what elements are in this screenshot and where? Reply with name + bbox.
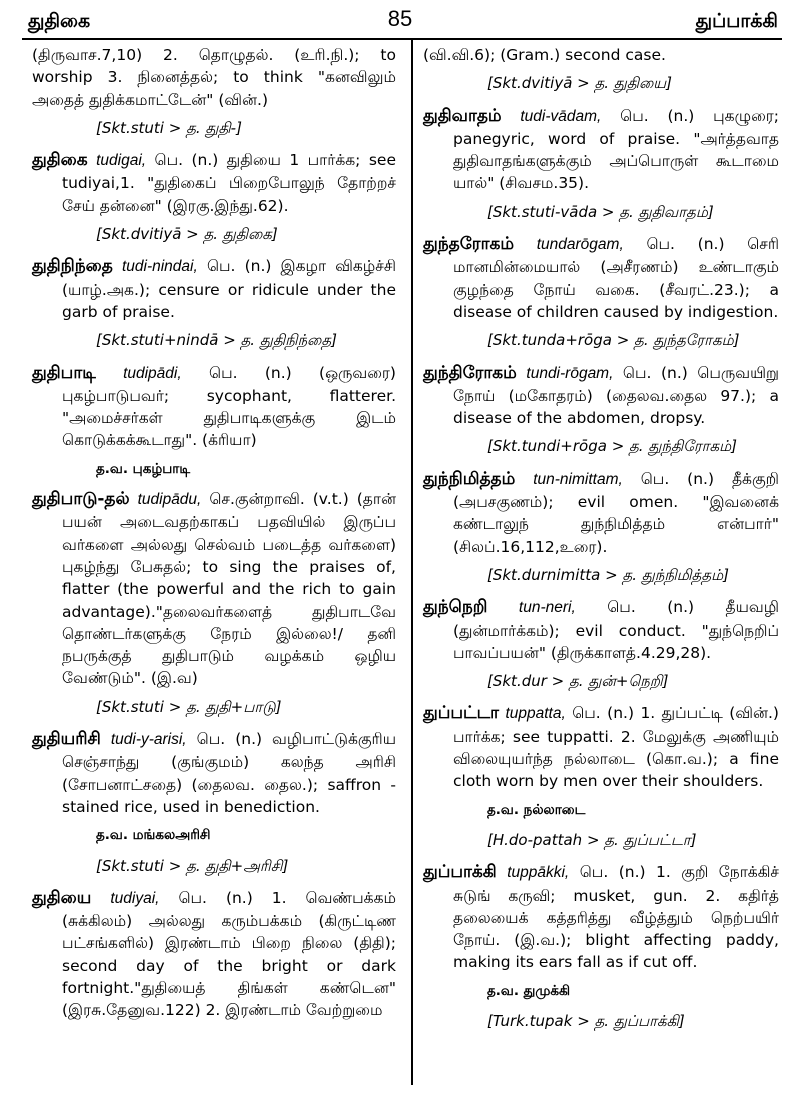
header-left-word: துதிகை bbox=[28, 10, 91, 32]
header-rule bbox=[22, 38, 782, 40]
etymology-line: [Skt.stuti-vāda > த. துதிவாதம்] bbox=[487, 202, 714, 221]
entry-definition: பெ. (n.) வழிபாட்டுக்குரிய செஞ்சாந்து (குங்குமம்) கலந்த அரிசி (சோபனாட்சதை) (தைலவ. தைல.); saffron - stained rice, used in benediction. bbox=[62, 730, 396, 816]
entry-transliteration: tudigai, bbox=[96, 152, 147, 170]
entry-transliteration: tudipādu, bbox=[137, 491, 202, 509]
header-right-word: துப்பாக்கி bbox=[695, 10, 778, 32]
column-divider bbox=[411, 40, 413, 1085]
entry-transliteration: tundi-rōgam, bbox=[526, 364, 614, 382]
entry-transliteration: tudi-nindai, bbox=[121, 258, 198, 276]
entry-transliteration: tudi-vādam, bbox=[520, 107, 602, 125]
entry-headword: துந்நெறி bbox=[423, 597, 488, 618]
entry-headword: துதிவாதம் bbox=[423, 105, 502, 126]
entry-transliteration: tun-nimittam, bbox=[533, 470, 623, 488]
dictionary-entry bbox=[32, 488, 396, 690]
entry-headword: துப்பட்டா bbox=[423, 703, 499, 724]
entry-definition: பெ. (n.) செரி மானமின்மையால் (அசீரணம்) உண்டாகும் குழந்தை நோய் வகை. (சீவரட்.23.); a disease of children caused by indigestion. bbox=[453, 235, 780, 321]
dictionary-entry bbox=[423, 233, 779, 323]
entry-transliteration: tun-neri, bbox=[518, 599, 576, 617]
entry-headword: துதியரிசி bbox=[32, 729, 101, 750]
entry-headword: துதியை bbox=[32, 887, 92, 908]
dictionary-entry bbox=[423, 702, 779, 792]
entry-definition: பெ. (n.) (ஒருவரை) புகழ்பாடுபவர்; sycophant, flatterer. "அமைச்சர்கள் துதிபாடிகளுக்கு இடம் கொடுக்கக்கூடாது". (க்ரியா) bbox=[62, 363, 396, 450]
entry-headword: துதிகை bbox=[32, 150, 88, 171]
etymology-line: [Skt.dur > த. துன்+நெறி] bbox=[487, 672, 669, 691]
entry-definition: பெ. (n.) தீக்குறி (அபசகுணம்); evil omen. "இவனைக் கண்டாலுந் துந்நிமித்தம் என்பார்" (சிலப்.16,112,உரை). bbox=[453, 469, 779, 556]
entry-definition: பெ. (n.) 1. குறி நோக்கிச் சுடுங் கருவி; musket, gun. 2. கதிர்த் தலையைக் கத்தரித்து வீழ்த்தும் நெற்பயிர் நோய். (இ.வ.); blight affecting paddy, making its ears fall as if cut off. bbox=[453, 863, 779, 972]
etymology-line: [Turk.tupak > த. துப்பாக்கி] bbox=[487, 1011, 685, 1030]
dictionary-entry bbox=[32, 362, 396, 452]
entry-headword: துதிபாடு-தல் bbox=[32, 489, 130, 510]
tamil-equivalent-line: த.வ. புகழ்பாடி bbox=[96, 460, 191, 477]
etymology-line: [Skt.durnimitta > த. துந்நிமித்தம்] bbox=[487, 565, 730, 584]
etymology-line: [Skt.dvitiyā > த. துதிகை] bbox=[96, 225, 278, 244]
entry-transliteration: tudi-y-arisi, bbox=[110, 731, 187, 749]
etymology-line: [H.do-pattah > த. துப்பட்டா] bbox=[487, 830, 697, 849]
dictionary-entry bbox=[32, 149, 396, 217]
entry-definition: பெ. (n.) தீயவழி (துன்மார்க்கம்); evil conduct. "துந்நெறிப் பாவப்பயன்" (திருக்காளத்.4.29,28). bbox=[453, 598, 779, 662]
etymology-line: [Skt.tundi+rōga > த. துந்திரோகம்] bbox=[487, 437, 738, 456]
etymology-line: [Skt.stuti > த. துதி+அரிசி] bbox=[96, 856, 289, 875]
entry-definition: பெ. (n.) துதியை 1 பார்க்க; see tudiyai,1. "துதிகைப் பிறைபோலுந் தோற்றச் சேய் தன்னை" (இரகு.இந்து.62). bbox=[62, 151, 396, 215]
dictionary-entry bbox=[423, 861, 779, 973]
entry-transliteration: tudiyai, bbox=[110, 889, 160, 907]
dictionary-entry bbox=[423, 468, 779, 558]
entry-headword: துதிபாடி bbox=[32, 362, 96, 383]
entry-continuation: (திருவாச.7,10) 2. தொழுதல். (உரி.நி.); to worship 3. நினைத்தல்; to think "கனவிலும் அதைத் துதிக்கமாட்டேன்" (வின்.) bbox=[32, 46, 396, 109]
dictionary-entry bbox=[32, 887, 396, 1022]
entry-definition: பெ. (n.) பெருவயிறு நோய் (மகோதரம்) (தைலவ.தைல 97.); a disease of the abdomen, dropsy. bbox=[453, 363, 779, 428]
etymology-line: [Skt.tunda+rōga > த. துந்தரோகம்] bbox=[487, 331, 740, 350]
dictionary-entry bbox=[423, 596, 779, 664]
dictionary-entry bbox=[32, 728, 396, 818]
entry-transliteration: tuppatta, bbox=[505, 705, 566, 723]
entry-definition: பெ. (n.) 1. வெண்பக்கம் (சுக்கிலம்) அல்லது கரும்பக்கம் (கிருட்டிண பட்சங்களில்) இரண்டாம் பிறை நிலை (திதி); second day of the bright or dark fortnight."துதியைத் திங்கள் கண்டென" (இரசு.தேனுவ.122) 2. இரண்டாம் வேற்றுமை bbox=[62, 888, 396, 1020]
dictionary-entry bbox=[32, 255, 396, 323]
entry-headword: துதிநிந்தை bbox=[32, 256, 113, 277]
entry-definition: பெ. (n.) இகழா விகழ்ச்சி (யாழ்.அக.); censure or ridicule under the garb of praise. bbox=[62, 257, 396, 321]
entry-definition: பெ. (n.) 1. துப்பட்டி (வின்.) பார்க்க; see tuppatti. 2. மேலுக்கு அணியும் விலையுயர்ந்த நல்லாடை (கொ.வ.); a fine cloth worn by men over their shoulders. bbox=[453, 704, 779, 791]
entry-transliteration: tudipādi, bbox=[123, 364, 182, 382]
entry-headword: துந்திரோகம் bbox=[423, 362, 517, 383]
etymology-line: [Skt.dvitiyā > த. துதியை] bbox=[487, 74, 673, 93]
left-column bbox=[32, 44, 396, 1028]
entry-transliteration: tuppākki, bbox=[507, 864, 570, 882]
etymology-line: [Skt.stuti+nindā > த. துதிநிந்தை] bbox=[96, 331, 337, 350]
entry-definition: பெ. (n.) புகழுரை; panegyric, word of praise. "அர்த்தவாத துதிவாதங்களுக்கும் அப்பொருள் கூடாமை யால்" (சிவசம.35). bbox=[453, 106, 779, 193]
entry-definition: செ.குன்றாவி. (v.t.) (தான் பயன் அடைவதற்காகப் பதவியில் இருப்ப வர்களை அல்லது செல்வம் படைத்த வர்களை) புகழ்ந்து பேசுதல்; to sing the praises of, flatter (the powerful and the rich to gain advantage)."தலைவர்களைத் துதிபாடவே தொண்டர்களுக்கு நேரம் இல்லை!/ தனி நபருக்குத் துதிபாடும் வழக்கம் ஒழிய வேண்டும்". (இ.வ) bbox=[62, 490, 396, 688]
entry-headword: துப்பாக்கி bbox=[423, 862, 497, 883]
entry-headword: துந்நிமித்தம் bbox=[423, 468, 516, 489]
dictionary-entry bbox=[423, 105, 779, 195]
tamil-equivalent-line: த.வ. துமுக்கி bbox=[487, 982, 571, 999]
dictionary-entry bbox=[423, 362, 779, 430]
tamil-equivalent-line: த.வ. மங்கலஅரிசி bbox=[96, 827, 211, 844]
right-column bbox=[423, 44, 779, 1042]
etymology-line: [Skt.stuti > த. துதி+பாடு] bbox=[96, 697, 282, 716]
entry-transliteration: tundarōgam, bbox=[536, 236, 624, 254]
etymology-line: [Skt.stuti > த. துதி-] bbox=[96, 118, 242, 137]
entry-headword: துந்தரோகம் bbox=[423, 234, 515, 255]
entry-continuation: (வி.வி.6); (Gram.) second case. bbox=[423, 46, 666, 64]
page-number: 85 bbox=[387, 6, 413, 31]
page-header bbox=[0, 6, 800, 36]
tamil-equivalent-line: த.வ. நல்லாடை bbox=[487, 801, 586, 818]
